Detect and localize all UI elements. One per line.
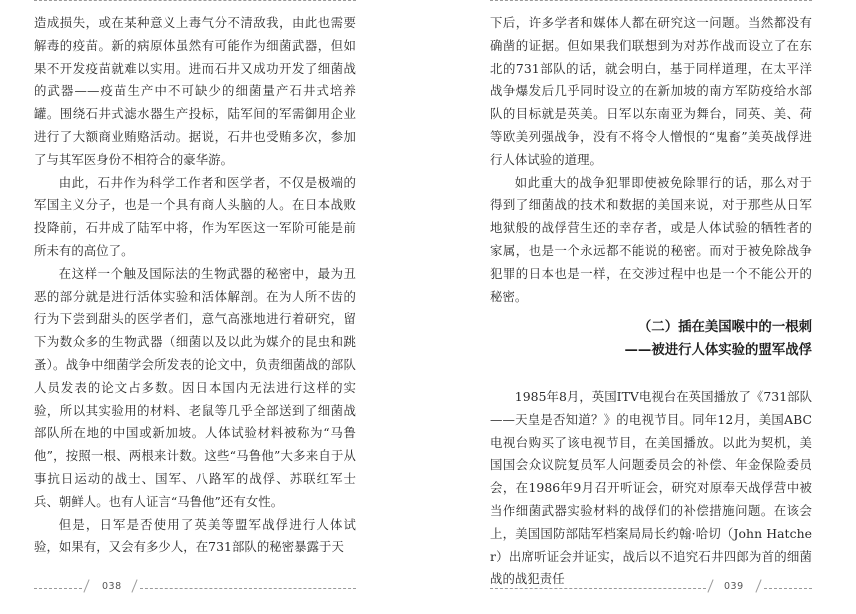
- right-page: [490, 0, 812, 614]
- footer-dashed-rule: [34, 588, 82, 589]
- top-dashed-rule: [490, 0, 812, 1]
- footer-slash: [707, 579, 713, 592]
- footer-dashed-rule: [490, 588, 706, 589]
- paragraph: 由此，石井作为科学工作者和医学者，不仅是极端的军国主义分子，也是一个具有商人头脑的人。在日本战败投降前，石井成了陆军中将，作为军医这一军阶可能是前所未有的高位了。: [34, 174, 356, 258]
- section-heading-title: （二）插在美国喉中的一根刺: [637, 320, 812, 335]
- paragraph: 造成损失，或在某种意义上毒气分不清敌我，由此也需要解毒的疫苗。新的病原体虽然有可能作为细菌武器，但如果不开发疫苗就难以实用。进而石井又成功开发了细菌战的武器——疫苗生产中不可缺少的细菌量产石井式培养罐。围绕石井式滤水器生产投标，陆军间的军需御用企业进行了大额商业贿赂活动。据说，石井也受贿多次，参加了与其军医身份不相符合的豪华游。: [34, 15, 356, 167]
- footer-slash: [131, 579, 137, 592]
- footer-slash: [83, 579, 89, 592]
- paragraph: 如此重大的战争犯罪即使被免除罪行的话，那么对于得到了细菌战的技术和数据的美国来说，对于那些从日军地狱般的战俘营生还的幸存者，或是人体试验的牺牲者的家属，也是一个永远都不能说的秘密。而对于被免除战争犯罪的日本也是一样，在交涉过程中也是一个不能公开的秘密。: [490, 174, 812, 304]
- paragraph: 1985年8月，英国ITV电视台在英国播放了《731部队——天皇是否知道？》的电视节目。同年12月，美国ABC电视台购买了该电视节目，在美国播放。以此为契机，美国国会众议院复员军人问题委员会的补偿、年金保险委员会，在1986年9月召开听证会，研究对原奉天战俘营中被当作细菌武器实验材料的战俘们的补偿措施问题。在该会上，美国国防部陆军档案局局长约翰·哈切（John Hatcher）出席听证会并证实，战后以不追究石井四郎为首的细菌战的战犯责任: [490, 389, 813, 587]
- top-dashed-rule: [34, 0, 356, 1]
- right-page-body-bottom: [490, 386, 812, 591]
- footer-dashed-rule: [764, 588, 812, 589]
- paragraph: 在这样一个触及国际法的生物武器的秘密中，最为丑恶的部分就是进行活体实验和活体解剖。在为人所不齿的行为下尝到甜头的医学者们，意气高涨地进行着研究，留下为数众多的生物武器（细菌以及以此为媒介的昆虫和跳蚤）。战争中细菌学会所发表的论文中，负责细菌战的部队人员发表的论文占多数。因日本国内无法进行这样的实验，所以其实验用的材料、老鼠等几乎全部送到了细菌战部队所在地的中国或新加坡。人体试验材料被称为“马鲁他”，按照一根、两根来计数。这些“马鲁他”大多来自于从事抗日运动的战士、国军、八路军的战俘、苏联红军士兵、朝鲜人。也有人证言“马鲁他”还有女性。: [34, 265, 356, 509]
- paragraph: 下后，许多学者和媒体人都在研究这一问题。当然都没有确凿的证据。但如果我们联想到为对苏作战而设立了在东北的731部队的话，就会明白，基于同样道理，在太平洋战争爆发后几乎同时设立的在新加坡的南方军防疫给水部队的目标就是英美。日军以东南亚为舞台，同英、美、荷等欧美列强战争，没有不将令人憎恨的“鬼畜”美英战俘进行人体试验的道理。: [490, 15, 812, 167]
- page-number: 039: [724, 581, 744, 592]
- section-heading: [490, 316, 812, 362]
- left-page-body: [34, 12, 356, 559]
- page-footer: [34, 580, 356, 596]
- footer-slash: [755, 579, 761, 592]
- page-number: 038: [102, 581, 122, 592]
- paragraph: 但是，日军是否使用了英美等盟军战俘进行人体试验，如果有，又会有多少人，在731部队的秘密暴露于天: [34, 516, 356, 555]
- footer-dashed-rule: [140, 588, 356, 589]
- section-heading-subtitle: ——被进行人体实验的盟军战俘: [624, 343, 812, 358]
- page-footer: [490, 580, 812, 596]
- right-page-body-top: [490, 12, 812, 308]
- left-page: [34, 0, 356, 614]
